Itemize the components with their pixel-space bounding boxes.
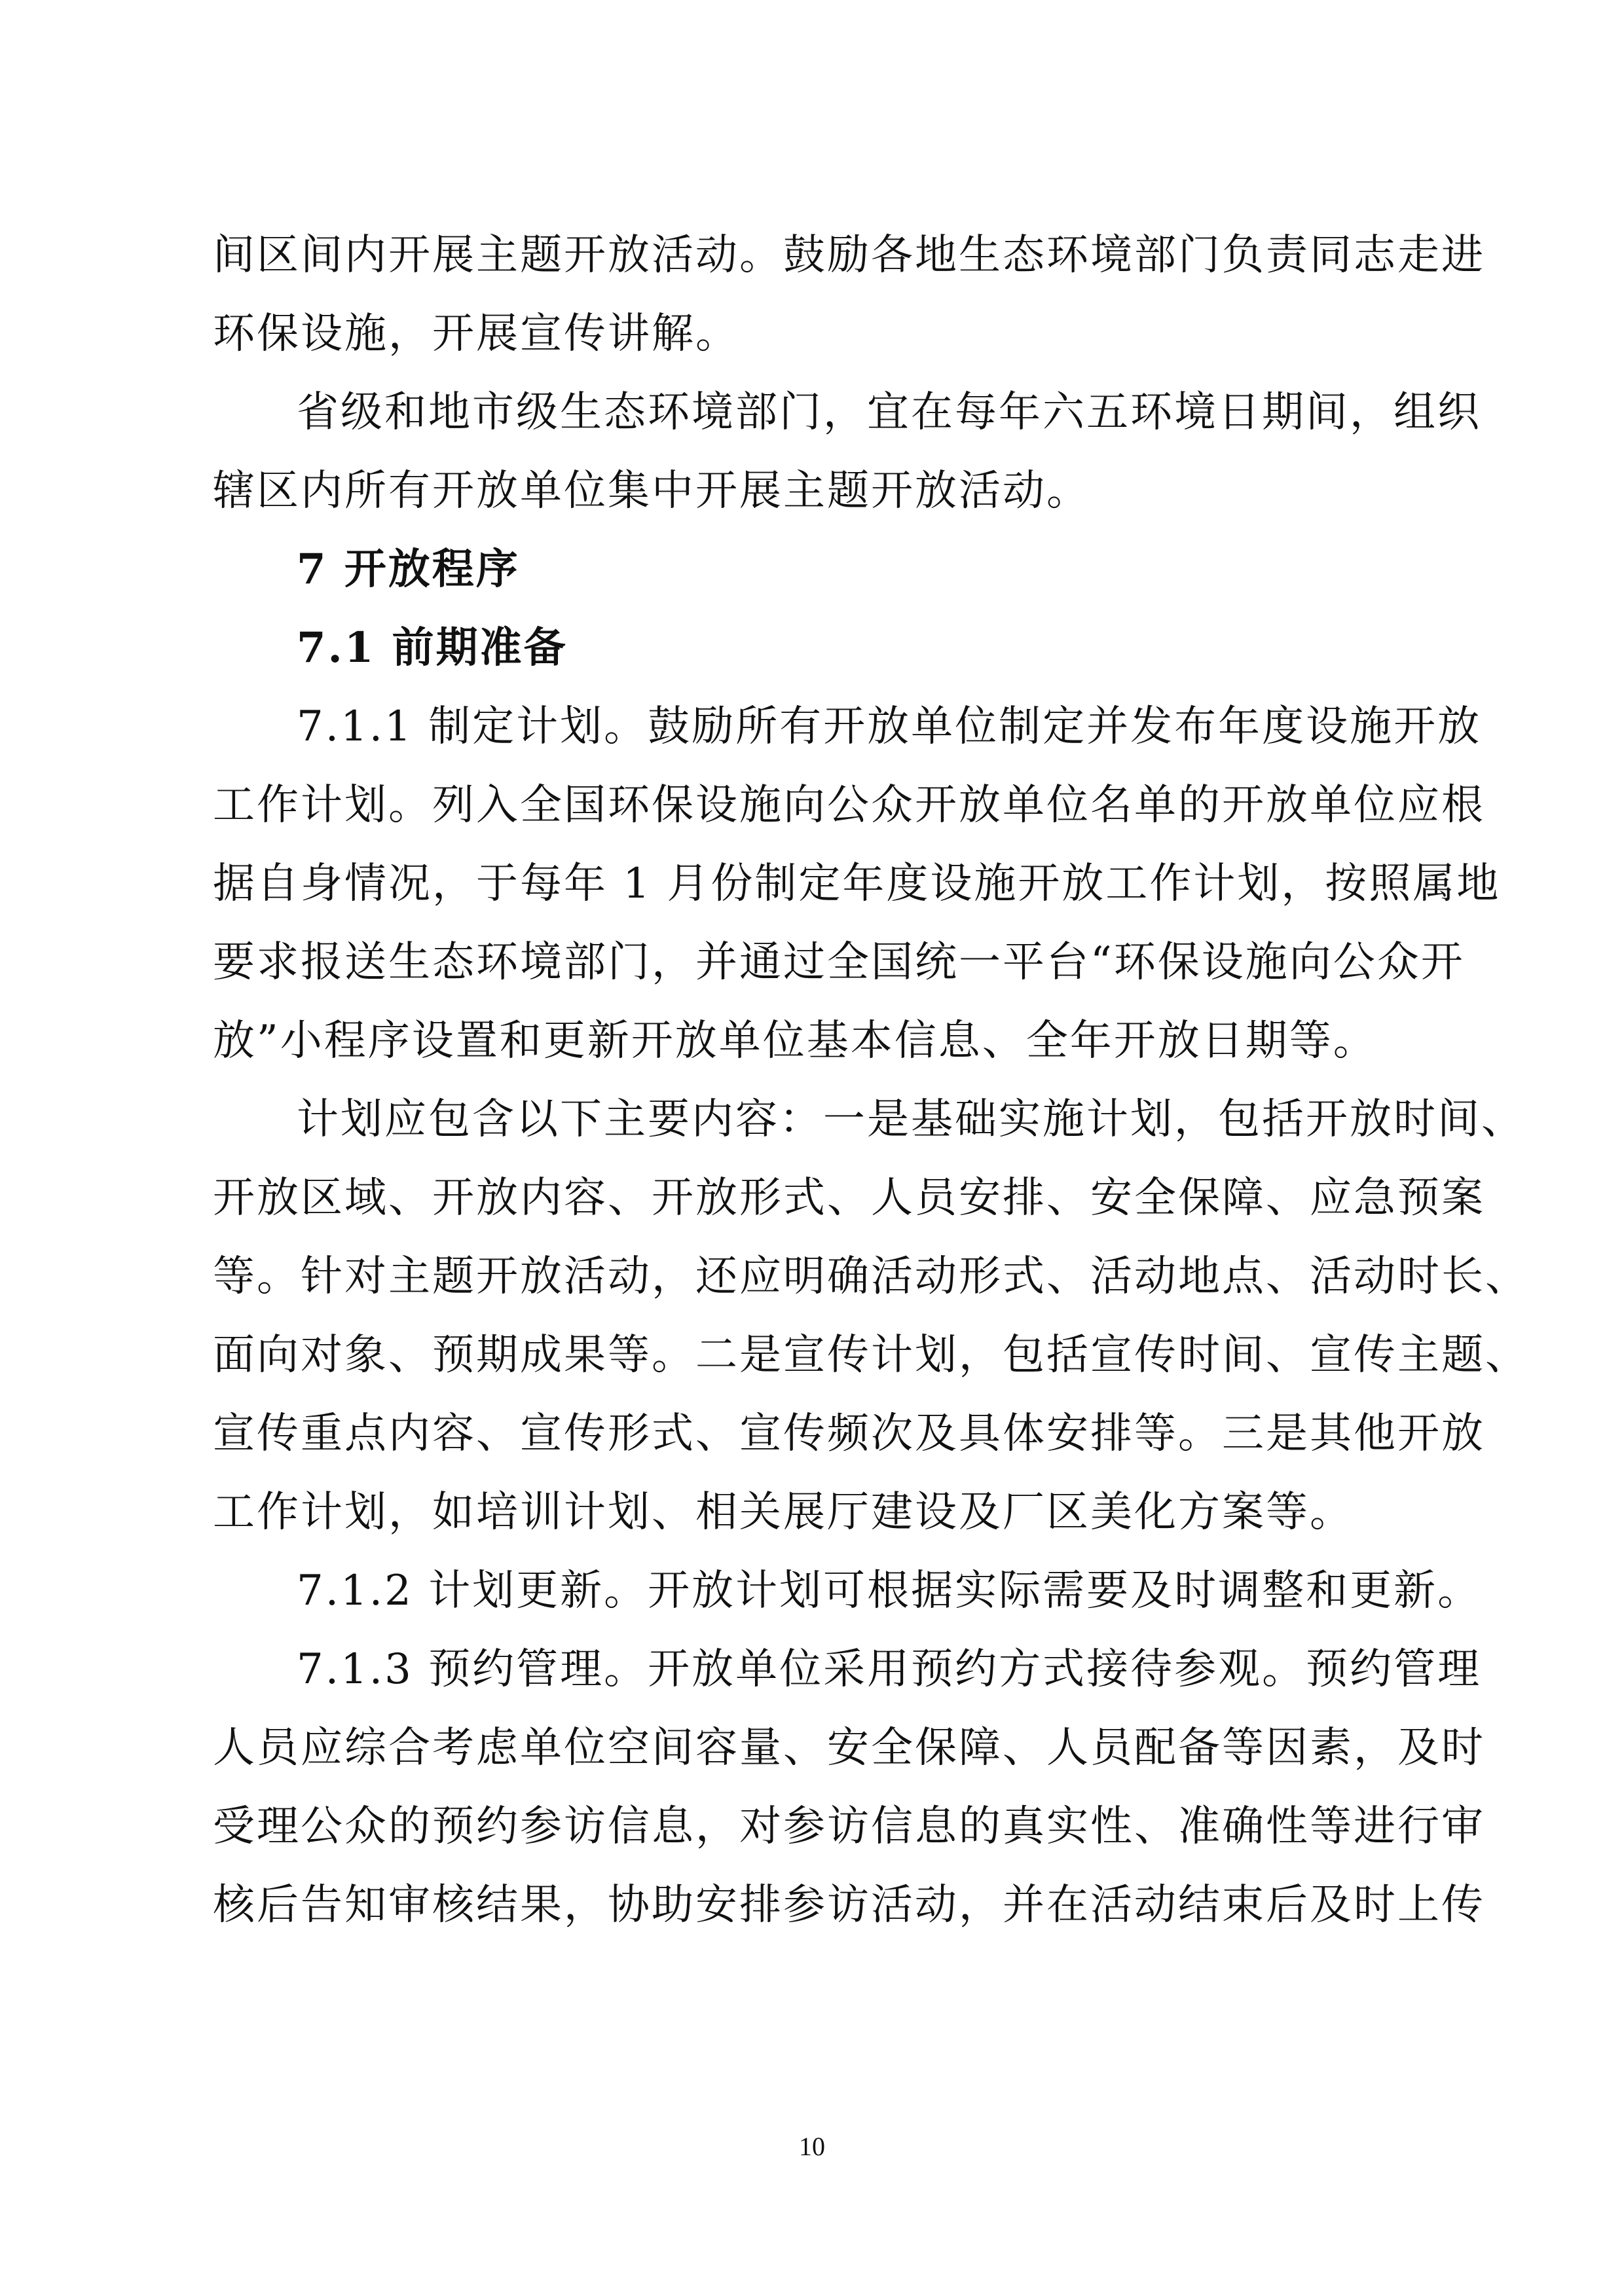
paragraph-line: 受理公众的预约参访信息，对参访信息的真实性、准确性等进行审: [213, 1802, 1485, 1851]
paragraph-line: 面向对象、预期成果等。二是宣传计划，包括宣传时间、宣传主题、: [213, 1331, 1529, 1379]
paragraph-line: 工作计划，如培训计划、相关展厅建设及厂区美化方案等。: [213, 1488, 1354, 1537]
paragraph-line: 7.1.3 预约管理。开放单位采用预约方式接待参观。预约管理: [297, 1645, 1482, 1694]
paragraph-line: 辖区内所有开放单位集中开展主题开放活动。: [213, 467, 1090, 515]
body-text: [213, 216, 1529, 1944]
paragraph-line: 要求报送生态环境部门，并通过全国统一平台“环保设施向公众开: [213, 938, 1465, 987]
paragraph-line: 工作计划。列入全国环保设施向公众开放单位名单的开放单位应根: [213, 781, 1485, 829]
paragraph-line: 宣传重点内容、宣传形式、宣传频次及具体安排等。三是其他开放: [213, 1410, 1485, 1458]
section-heading: 7.1 前期准备: [297, 623, 568, 672]
paragraph-line: 据自身情况，于每年 1 月份制定年度设施开放工作计划，按照属地: [213, 860, 1501, 908]
paragraph-line: 省级和地市级生态环境部门，宜在每年六五环境日期间，组织: [297, 388, 1481, 437]
paragraph-line: 7.1.2 计划更新。开放计划可根据实际需要及时调整和更新。: [297, 1567, 1482, 1615]
paragraph-line: 等。针对主题开放活动，还应明确活动形式、活动地点、活动时长、: [213, 1252, 1529, 1301]
paragraph-line: 7.1.1 制定计划。鼓励所有开放单位制定并发布年度设施开放: [297, 702, 1482, 751]
paragraph-line: 开放区域、开放内容、开放形式、人员安排、安全保障、应急预案: [213, 1174, 1485, 1222]
paragraph-line: 环保设施，开展宣传讲解。: [213, 310, 739, 358]
paragraph-line: 间区间内开展主题开放活动。鼓励各地生态环境部门负责同志走进: [213, 231, 1485, 280]
page-number: 10: [799, 2132, 825, 2161]
paragraph-line: 人员应综合考虑单位空间容量、安全保障、人员配备等因素，及时: [213, 1724, 1485, 1772]
paragraph-line: 计划应包含以下主要内容：一是基础实施计划，包括开放时间、: [297, 1095, 1525, 1144]
paragraph-line: 核后告知审核结果，协助安排参访活动，并在活动结束后及时上传: [213, 1881, 1485, 1929]
section-heading: 7 开放程序: [297, 545, 520, 594]
paragraph-line: 放”小程序设置和更新开放单位基本信息、全年开放日期等。: [213, 1017, 1377, 1065]
